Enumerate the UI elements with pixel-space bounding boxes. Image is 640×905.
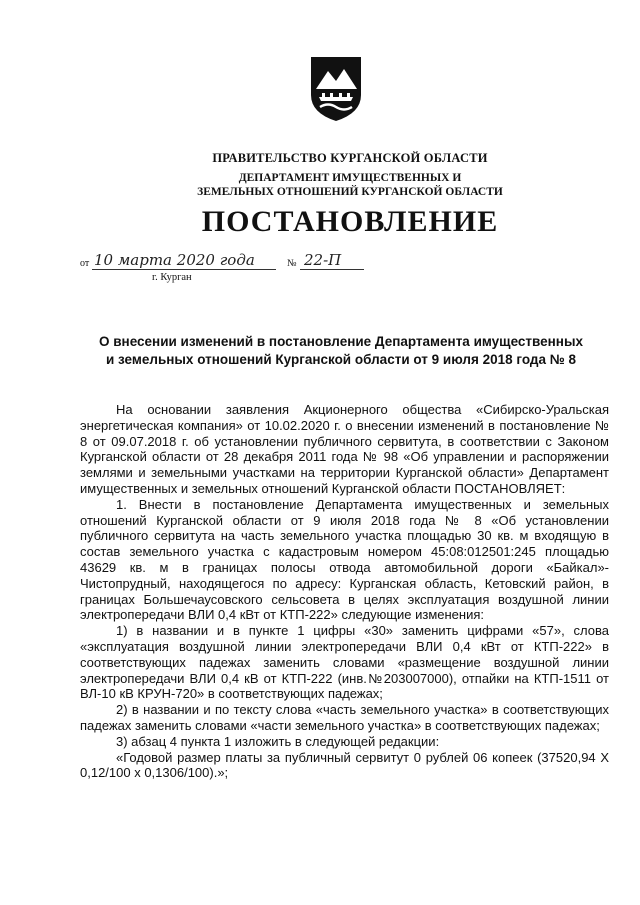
preamble-paragraph: На основании заявления Акционерного общества «Сибирско-Уральская энергетическая компания» от 10.02.2020 г. о внесении изменений в постановление № 8 от 09.07.2018 г. об установлении публичного сервитута, в соответствии с Законом Курганской области от 28 декабря 2011 года № 98 «Об управлении и распоряжении землями и земельными участками на территории Курганской области» Департамент имущественных и земельных отношений Курганской области ПОСТАНОВЛЯЕТ: — [80, 402, 609, 496]
kurgan-emblem-icon — [308, 55, 364, 123]
department-name-line2: ЗЕМЕЛЬНЫХ ОТНОШЕНИЙ КУРГАНСКОЙ ОБЛАСТИ — [197, 186, 503, 198]
subitem-2-paragraph: 2) в названии и по тексту слова «часть земельного участка» в соответствующих падежах заменить словами «части земельного участка» в соответствующих падежах; — [80, 702, 609, 733]
subitem-3-paragraph: 3) абзац 4 пункта 1 изложить в следующей редакции: — [116, 733, 440, 749]
handwritten-number: 22-П — [304, 251, 342, 269]
date-underline — [92, 269, 276, 270]
quoted-text-paragraph: «Годовой размер платы за публичный сервитут 0 рублей 06 копеек (37520,94 Х 0,12/100 х 0,1306/100).»; — [80, 749, 609, 781]
city-name: г. Курган — [152, 272, 192, 283]
number-label: № — [287, 258, 297, 269]
document-type: ПОСТАНОВЛЕНИЕ — [201, 205, 499, 238]
document-subject: О внесении изменений в постановление Департамента имущественных и земельных отношений Курганской области от 9 июля 2018 года № 8 — [98, 334, 584, 367]
government-name: ПРАВИТЕЛЬСТВО КУРГАНСКОЙ ОБЛАСТИ — [212, 151, 488, 165]
subitem-1-paragraph: 1) в названии и в пункте 1 цифры «30» заменить цифрами «57», слова «эксплуатация воздушной линии электропередачи ВЛИ 0,4 кВт от КТП-222» в соответствующих падежах заменить словами «размещение воздушной линии электропередачи ВЛИ 0,4 кВ от КТП-222 (инв.№203007000), отпайки на КТП-1511 от ВЛ-10 кВ КРУН-720» в соответствующих падежах; — [80, 623, 609, 702]
handwritten-date: 10 марта 2020 года — [94, 251, 255, 269]
date-number-line — [80, 252, 380, 274]
date-from-label: от — [80, 258, 90, 269]
department-name-line1: ДЕПАРТАМЕНТ ИМУЩЕСТВЕННЫХ И — [238, 172, 462, 184]
document-body — [80, 402, 609, 781]
item-1-paragraph: 1. Внести в постановление Департамента имущественных и земельных отношений Курганской области от 9 июля 2018 года № 8 «Об установлении публичного сервитута на часть земельного участка площадью 30 кв. м входящую в состав земельного участка с кадастровым номером 45:08:012501:245 площадью 43629 кв. м в границах полосы отвода автомобильной дороги «Байкал»-Чистопрудный, находящегося по адресу: Курганская область, Кетовский район, в границах Большечаусовского сельсовета в целях эксплуатация воздушной линии электропередачи ВЛИ 0,4 кВт от КТП-222» следующие изменения: — [80, 496, 609, 623]
number-underline — [300, 269, 364, 270]
